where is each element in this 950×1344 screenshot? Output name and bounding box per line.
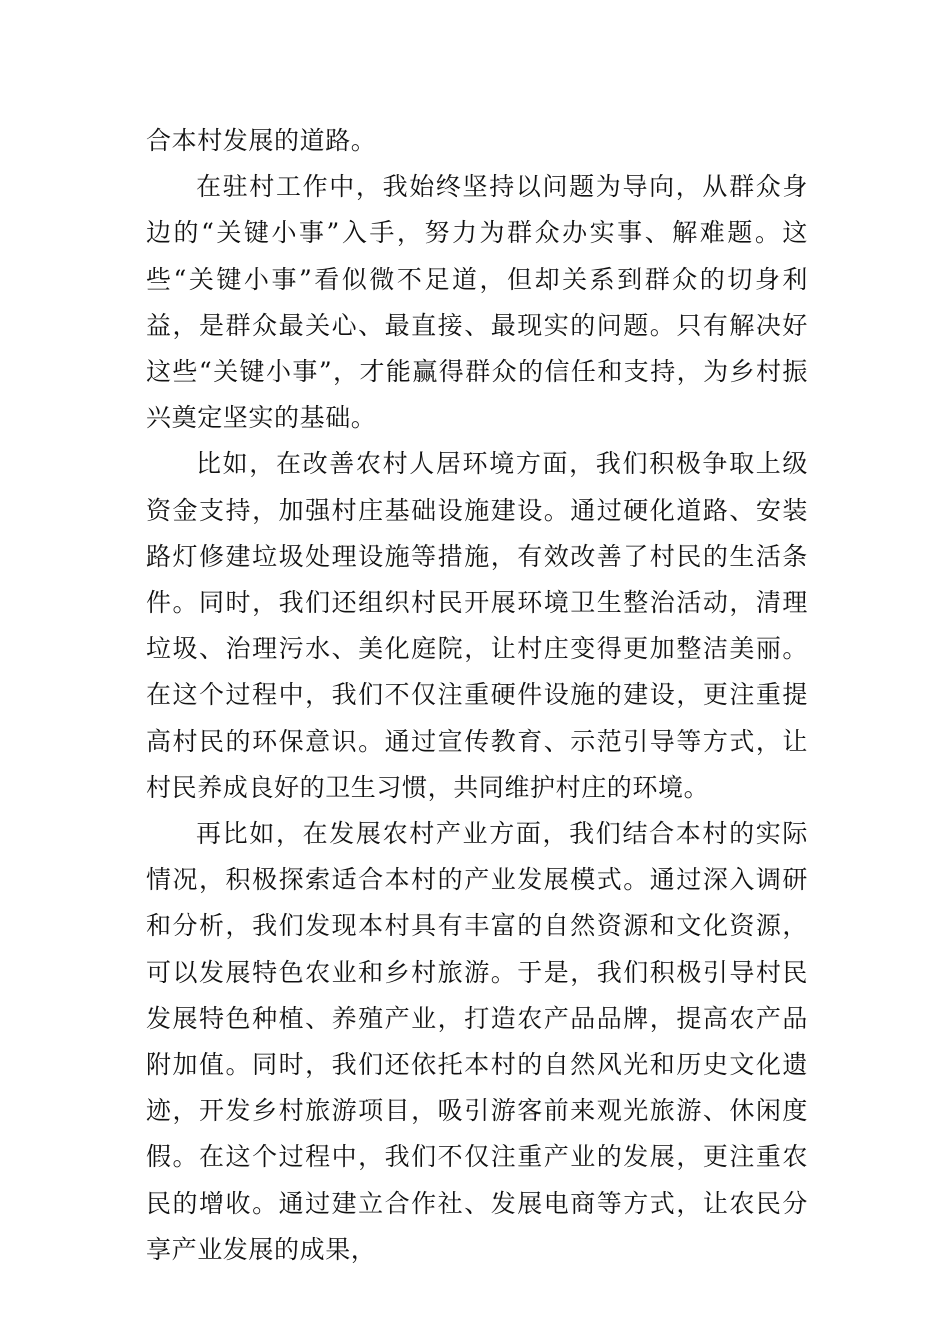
paragraph-rural-industry: 再比如，在发展农村产业方面，我们结合本村的实际情况，积极探索适合本村的产业发展模式。通过深入调研和分析，我们发现本村具有丰富的自然资源和文化资源，可以发展特色农业和乡村旅游。于是，我们积极引导村民发展特色种植、养殖产业，打造农产品品牌，提高农产品附加值。同时，我们还依托本村的自然风光和历史文化遗迹，开发乡村旅游项目，吸引游客前来观光旅游、休闲度假。在这个过程中，我们不仅注重产业的发展，更注重农民的增收。通过建立合作社、发展电商等方式，让农民分享产业发展的成果，: [146, 819, 808, 1264]
paragraph-living-environment: 比如，在改善农村人居环境方面，我们积极争取上级资金支持，加强村庄基础设施建设。通过硬化道路、安装路灯修建垃圾处理设施等措施，有效改善了村民的生活条件。同时，我们还组织村民开展环境卫生整治活动，清理垃圾、治理污水、美化庭院，让村庄变得更加整洁美丽。在这个过程中，我们不仅注重硬件设施的建设，更注重提高村民的环保意识。通过宣传教育、示范引导等方式，让村民养成良好的卫生习惯，共同维护村庄的环境。: [146, 449, 808, 802]
paragraph-continuation: 合本村发展的道路。: [146, 126, 377, 155]
document-body: [146, 118, 808, 1273]
paragraph-key-small-matters: 在驻村工作中，我始终坚持以问题为导向，从群众身边的“关键小事”入手，努力为群众办实事、解难题。这些“关键小事”看似微不足道，但却关系到群众的切身利益，是群众最关心、最直接、最现实的问题。只有解决好这些“关键小事”，才能赢得群众的信任和支持，为乡村振兴奠定坚实的基础。: [146, 172, 808, 433]
